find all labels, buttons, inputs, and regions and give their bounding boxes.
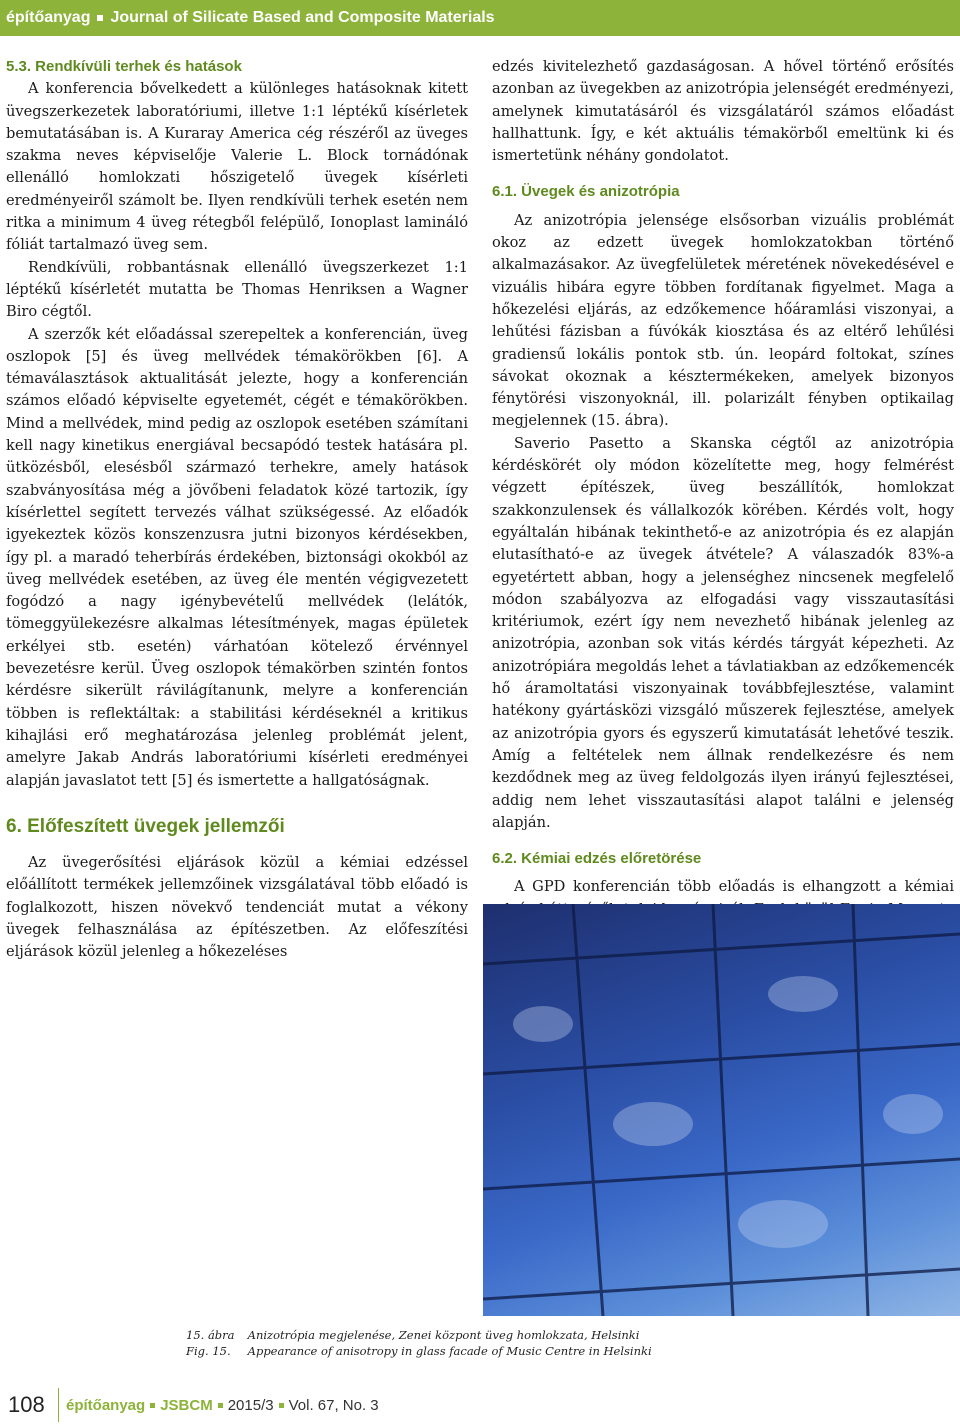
right-column xyxy=(492,56,954,966)
caption-text-en: Appearance of anisotropy in glass facade of Music Centre in Helsinki xyxy=(247,1343,652,1358)
header-brand: építőanyag xyxy=(6,9,91,26)
left-paragraph-1: A konferencia bővelkedett a különleges hatásoknak kitett üvegszerkezetek laboratóriumi, illetve 1:1 léptékű kísérletek bemutatásában is. A Kuraray America cég részéről az üveges szakma neves képviselője Valerie L. Block tornádónak ellenálló homlokzati hőszigetelő üvegek kísérleti eredményeiről számolt be. Ilyen rendkívüli terhek esetén nem ritka a minimum 4 üveg rétegből felépülő, Ionoplast lamináló fóliát tartalmazó üveg sem. xyxy=(6,80,468,254)
left-paragraph-3: A szerzők két előadással szerepeltek a konferencián, üveg oszlopok [5] és üveg mellvédek témakörökben [6]. A témaválasztások aktualitását jelezte, hogy a konferencián számos előadó képviselte egyetemét, cégét e témakörökben. Mind a mellvédek, mind pedig az oszlopok esetében számítani kell nagy kinetikus energiával becsapódó testek hatására pl. ütközésből, elesésből származó terhekre, amely hatások szabványosítása még a jövőbeni feladatok közé tartozik, így kísérlettel segített tervezés válhat szükségessé. Az előadók igyekeztek közös konszenzusra jutni bizonyos kérdésekben, így pl. a maradó teherbírás érdekében, biztonsági okokból az üveg mellvédek esetében, az üveg éle mentén végigvezetett fogódzó a nagy igénybevételű mellvédek (lelátók, tömeggyülekezésre alkalmas létesítmények, magas épületek erkélyei stb. esetén) várhatóan kötelező érvénnyel bevezetésre kerül. Üveg oszlopok témakörben szintén fontos kérdésre sikerült rávilágítanunk, melyre a konferencián többen is reflektáltak: a stabilitási kérdéseknél a kritikus kihajlási erő meghatározása jelenleg problémát jelent, amelyre Jakab András laboratóriumi kísérleti eredményei alapján javaslatot tett [5] és ismertette a hallgatóságnak. xyxy=(6,325,468,789)
page-footer xyxy=(0,1382,960,1425)
facade-grid xyxy=(483,904,960,1316)
figure-caption xyxy=(186,1328,906,1359)
footer-square-3 xyxy=(279,1403,284,1408)
section-heading-6-1: 6.1. Üvegek és anizotrópia xyxy=(492,183,680,201)
left-paragraph-2: Rendkívüli, robbantásnak ellenálló üvegszerkezet 1:1 léptékű kísérletét mutatta be Thomas Henriksen a Wagner Biro cégtől. xyxy=(6,258,468,321)
right-paragraph-4: A GPD konferencián több előadás is elhangzott a kémiai xyxy=(514,878,954,896)
caption-label-hu: 15. ábra xyxy=(186,1328,235,1342)
footer-divider xyxy=(58,1388,59,1422)
footer-journal-abbr: JSBCM xyxy=(160,1397,213,1414)
header-separator xyxy=(97,15,103,21)
footer-citation xyxy=(66,1397,379,1414)
caption-label-en: Fig. 15. xyxy=(186,1343,231,1358)
section-heading-5-3: 5.3. Rendkívüli terhek és hatások xyxy=(6,58,242,75)
facade-photo xyxy=(483,904,960,1316)
section-heading-6: 6. Előfeszített üvegek jellemzői xyxy=(6,815,285,837)
footer-square-2 xyxy=(218,1403,223,1408)
page-number: 108 xyxy=(8,1392,45,1417)
journal-header xyxy=(0,0,960,36)
right-paragraph-1: edzés kivitelezhető gazdaságosan. A hővel történő erősítés azonban az üvegekben az anizotrópia jelenségét eredményezi, amelynek kimutatásáról és vizsgálatáról számos előadást hallhattunk. Így, e két aktuális témakörből emeltünk ki és ismertetünk néhány gondolatot. xyxy=(492,58,954,165)
caption-hu-line xyxy=(186,1328,906,1344)
footer-square-1 xyxy=(150,1403,155,1408)
right-paragraph-3: Saverio Pasetto a Skanska cégtől az anizotrópia kérdéskörét oly módon közelítette meg, hogy felmérést végzett építészek, üveg beszállítók, homlokzat szakkonzulensek és vállalkozók körében. Kérdés volt, hogy egyáltalán hibának tekinthető-e az anizotrópia és ez alapján elutasítható-e az üvegek átvétele? A válaszadók 83%-a egyetértett abban, hogy a jelenséghez nincsenek megfelelő módon szabályozva az elfogadási vagy visszautasítási kritériumok, ezért így nem nevezhető hibának jelenleg az anizotrópia, azonban sok vitás kérdés tárgyát képezheti. Az anizotrópiára megoldás lehet a távlatiakban az edzőkemencék hő áramoltatási viszonyainak továbbfejlesztése, valamint hatékony gyártásközi vizsgáló műszerek fejlesztése, amelyek az anizotrópia gyors és egyszerű kimutatását lehetővé teszik. Amíg a feltételek nem állnak rendelkezésre és nem kezdődnek meg az üveg feldolgozás ilyen irányú fejlesztései, addig nem lehet visszautasítási alapot találni e jelenség alapján. xyxy=(492,434,954,831)
caption-text-hu: Anizotrópia megjelenése, Zenei központ üveg homlokzata, Helsinki xyxy=(247,1328,640,1342)
footer-issue: 2015/3 xyxy=(227,1397,274,1414)
section-heading-6-2: 6.2. Kémiai edzés előretörése xyxy=(492,850,702,868)
left-column xyxy=(6,56,468,964)
caption-en-line xyxy=(186,1344,906,1360)
footer-volume: Vol. 67, No. 3 xyxy=(288,1397,379,1414)
right-paragraph-2: Az anizotrópia jelensége elsősorban vizuális problémát okoz az edzett üvegek homlokzatokban történő alkalmazásakor. Az üvegfelületek méretének növekedésével e vizuális hibára egyre többen fordítanak figyelmet. Maga a hőkezelési eljárás, az edzőkemence hőáramlási viszonyai, a lehűtési fázisban a fúvókák kiosztása és az eltérő lehűlési gradiensű lokális pontok stb. ún. leopárd foltokat, színes sávokat okoznak a késztermékeken, amelyek bizonyos fénytörési viszonyoknál, ill. polarizált fényben optikailag megjelennek (15. ábra). xyxy=(492,211,954,430)
header-journal: Journal of Silicate Based and Composite Materials xyxy=(110,9,495,26)
footer-brand: építőanyag xyxy=(66,1397,146,1414)
left-paragraph-4: Az üvegerősítési eljárások közül a kémiai edzéssel előállított termékek jellemzőinek vizsgálatával több előadó is foglalkozott, hiszen növekvő tendenciát mutat a vékony üvegek felhasználása az építészetben. Az előfeszítési eljárások közül jelenleg a hőkezeléses xyxy=(6,854,468,961)
